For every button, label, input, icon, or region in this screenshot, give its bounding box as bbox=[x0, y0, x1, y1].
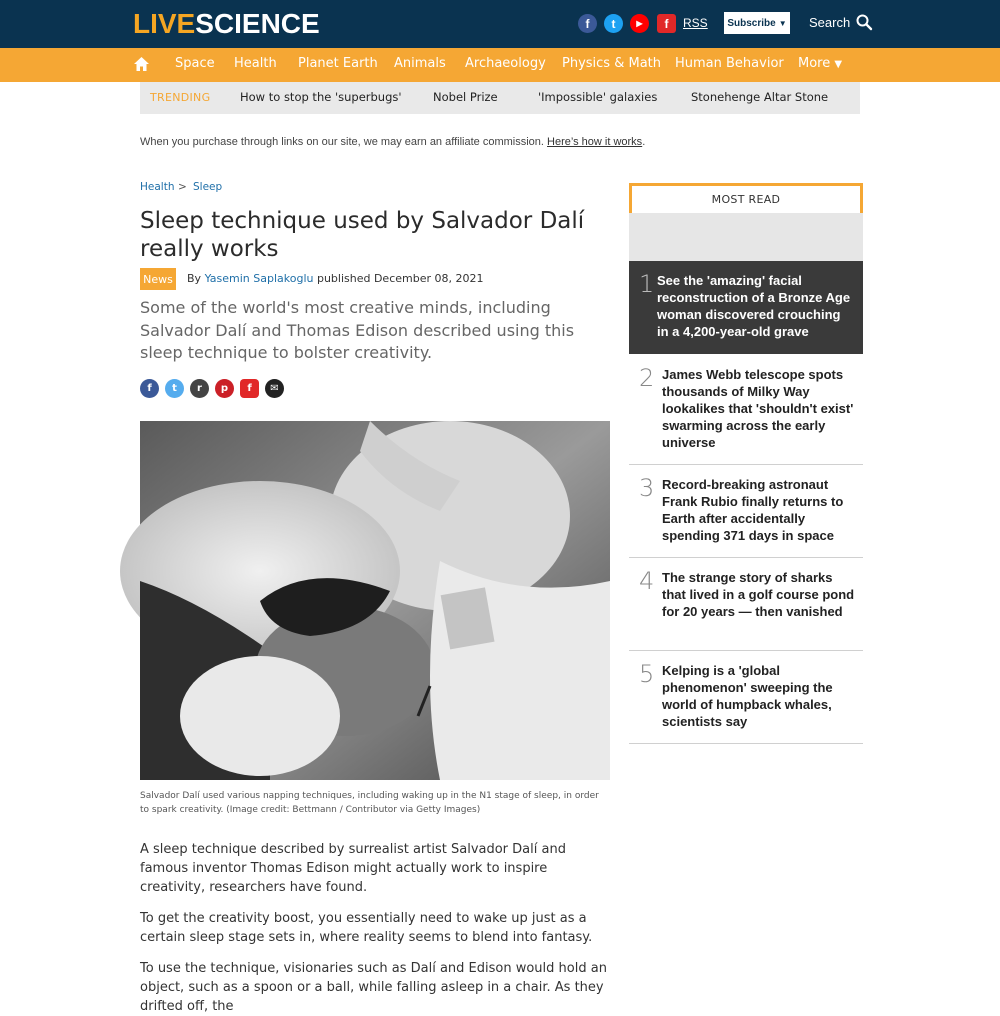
flipboard-icon[interactable]: f bbox=[657, 14, 676, 33]
most-read-spacer bbox=[629, 213, 863, 261]
trending-bar bbox=[140, 82, 860, 114]
trending-link[interactable]: 'Impossible' galaxies bbox=[538, 90, 658, 104]
affiliate-period: . bbox=[642, 136, 646, 148]
home-icon[interactable] bbox=[133, 56, 150, 72]
most-read-item[interactable] bbox=[629, 651, 863, 744]
main-nav bbox=[0, 48, 1000, 82]
share-facebook-icon[interactable]: f bbox=[140, 379, 159, 398]
nav-health[interactable]: Health bbox=[234, 56, 277, 71]
most-read-headline: Record-breaking astronaut Frank Rubio finally returns to Earth after accidentally spending 371 days in space bbox=[662, 477, 844, 543]
trending-link[interactable]: Stonehenge Altar Stone bbox=[691, 90, 829, 104]
search-label: Search bbox=[809, 14, 851, 30]
byline bbox=[187, 272, 484, 285]
facebook-icon[interactable]: f bbox=[578, 14, 597, 33]
nav-archaeology[interactable]: Archaeology bbox=[465, 56, 546, 71]
article-paragraph: To get the creativity boost, you essentially need to wake up just as a certain sleep stage sets in, where reality seems to blend into fantasy. bbox=[140, 911, 593, 945]
most-read-number: 1 bbox=[639, 270, 655, 298]
logo-science-text: SCIENCE bbox=[195, 8, 320, 39]
most-read-item[interactable] bbox=[629, 261, 863, 354]
share-email-icon[interactable]: ✉ bbox=[265, 379, 284, 398]
subscribe-label: Subscribe bbox=[727, 17, 776, 29]
image-caption: Salvador Dalí used various napping techniques, including waking up in the N1 stage of sleep, in order to spark creativity. (Image credit: Bettmann / Contributor via Getty Images) bbox=[140, 791, 599, 815]
nav-planet-earth[interactable]: Planet Earth bbox=[298, 56, 378, 71]
author-link[interactable]: Yasemin Saplakoglu bbox=[204, 272, 314, 285]
article-paragraph: To use the technique, visionaries such as Dalí and Edison would hold an object, such as a spoon or a ball, while falling asleep in a chair. As they drifted off, the bbox=[140, 961, 607, 1014]
youtube-icon[interactable]: ▶ bbox=[630, 14, 649, 33]
news-badge[interactable]: News bbox=[140, 268, 176, 290]
caret-down-icon: ▼ bbox=[778, 18, 787, 28]
byline-by: By bbox=[187, 272, 202, 285]
article-title: Sleep technique used by Salvador Dalí really works bbox=[140, 208, 585, 262]
caret-down-icon: ▼ bbox=[834, 59, 843, 70]
article-hero-image bbox=[140, 421, 610, 780]
share-pinterest-icon[interactable]: p bbox=[215, 379, 234, 398]
dali-photo-illustration bbox=[140, 421, 610, 780]
twitter-icon[interactable]: t bbox=[604, 14, 623, 33]
affiliate-link[interactable]: Here’s how it works bbox=[547, 136, 643, 148]
most-read-number: 2 bbox=[639, 364, 655, 392]
site-logo[interactable] bbox=[133, 8, 320, 40]
share-flipboard-icon[interactable]: f bbox=[240, 379, 259, 398]
trending-link[interactable]: How to stop the 'superbugs' bbox=[240, 90, 402, 104]
logo-live-text: LIVE bbox=[133, 8, 196, 39]
most-read-number: 3 bbox=[639, 474, 655, 502]
trending-label: TRENDING bbox=[150, 91, 211, 104]
breadcrumb-separator: > bbox=[178, 181, 187, 193]
nav-more-label: More bbox=[798, 56, 831, 71]
nav-space[interactable]: Space bbox=[175, 56, 215, 71]
most-read-headline: See the 'amazing' facial reconstruction of a Bronze Age woman discovered crouching in a 4,200-year-old grave bbox=[657, 273, 851, 339]
site-header bbox=[0, 0, 1000, 48]
most-read-item[interactable] bbox=[629, 558, 863, 651]
most-read-item[interactable] bbox=[629, 465, 863, 558]
article-dek: Some of the world's most creative minds, including Salvador Dalí and Thomas Edison described using this sleep technique to bolster creativity. bbox=[140, 298, 575, 362]
publish-date: published December 08, 2021 bbox=[316, 272, 484, 285]
affiliate-disclaimer bbox=[140, 136, 645, 148]
most-read-headline: Kelping is a 'global phenomenon' sweeping the world of humpback whales, scientists say bbox=[662, 663, 833, 729]
most-read-headline: James Webb telescope spots thousands of Milky Way lookalikes that 'shouldn't exist' swarming across the early universe bbox=[662, 367, 854, 450]
most-read-headline: The strange story of sharks that lived in a golf course pond for 20 years — then vanished bbox=[662, 570, 855, 619]
nav-animals[interactable]: Animals bbox=[394, 56, 446, 71]
search-button[interactable] bbox=[809, 14, 872, 30]
article-paragraph: A sleep technique described by surrealist artist Salvador Dalí and famous inventor Thomas Edison might actually work to inspire creativity, researchers have found. bbox=[140, 842, 566, 895]
most-read-number: 5 bbox=[639, 660, 655, 688]
nav-more[interactable] bbox=[798, 56, 842, 71]
most-read-number: 4 bbox=[639, 567, 655, 595]
subscribe-button[interactable] bbox=[724, 12, 790, 34]
most-read-title: MOST READ bbox=[629, 183, 863, 213]
trending-link[interactable]: Nobel Prize bbox=[433, 90, 498, 104]
nav-human-behavior[interactable]: Human Behavior bbox=[675, 56, 784, 71]
share-twitter-icon[interactable]: t bbox=[165, 379, 184, 398]
affiliate-text: When you purchase through links on our site, we may earn an affiliate commission. bbox=[140, 136, 544, 148]
breadcrumb-health[interactable]: Health bbox=[140, 181, 175, 193]
rss-link[interactable]: RSS bbox=[683, 16, 708, 30]
breadcrumb-sleep[interactable]: Sleep bbox=[193, 181, 223, 193]
nav-physics-math[interactable]: Physics & Math bbox=[562, 56, 661, 71]
search-icon bbox=[856, 14, 872, 30]
share-reddit-icon[interactable]: r bbox=[190, 379, 209, 398]
most-read-item[interactable] bbox=[629, 354, 863, 465]
